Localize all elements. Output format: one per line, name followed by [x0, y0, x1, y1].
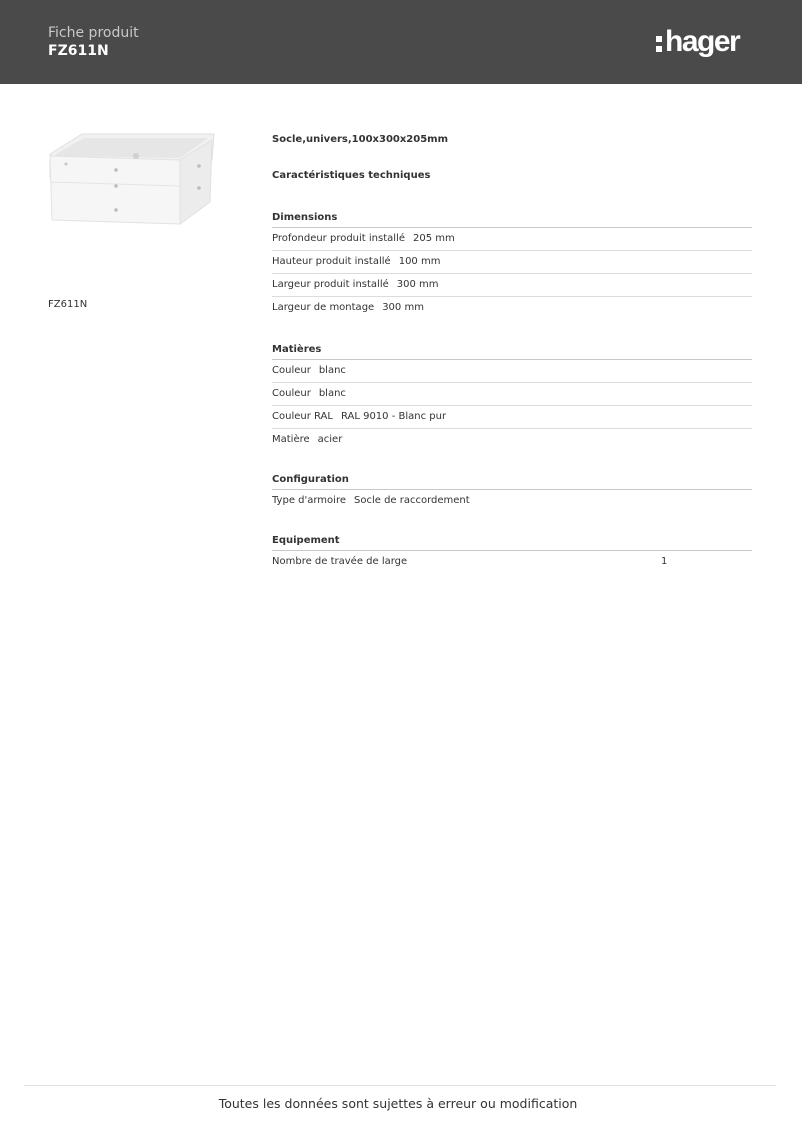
hager-logo — [656, 22, 739, 62]
spec-value: blanc — [318, 365, 346, 376]
spec-label: Matière — [272, 434, 310, 445]
spec-row — [272, 429, 752, 451]
spec-row — [272, 251, 752, 274]
spec-value: 1 — [661, 556, 668, 567]
section-title: Dimensions — [272, 209, 752, 228]
footer-divider — [24, 1085, 776, 1086]
product-name: Socle,univers,100x300x205mm — [272, 134, 449, 145]
section-title: Configuration — [272, 471, 752, 490]
product-image — [46, 126, 216, 230]
spec-value: 300 mm — [396, 279, 439, 290]
spec-row — [272, 383, 752, 406]
section-configuration — [272, 471, 752, 512]
spec-row — [272, 551, 752, 573]
spec-label: Nombre de travée de large — [272, 556, 408, 567]
spec-label: Hauteur produit installé — [272, 256, 391, 267]
spec-label: Largeur produit installé — [272, 279, 389, 290]
spec-label: Couleur — [272, 365, 311, 376]
spec-label: Couleur — [272, 388, 311, 399]
spec-row — [272, 490, 752, 512]
spec-value: RAL 9010 - Blanc pur — [340, 411, 447, 422]
technical-characteristics-title: Caractéristiques techniques — [272, 170, 431, 181]
spec-row — [272, 360, 752, 383]
logo-text: hager — [665, 25, 740, 58]
footer-disclaimer: Toutes les données sont sujettes à erreur ou modification — [218, 1096, 578, 1111]
section-title: Equipement — [272, 532, 752, 551]
spec-value: 100 mm — [398, 256, 441, 267]
logo-dots-icon — [656, 36, 662, 52]
side-reference: FZ611N — [48, 299, 88, 310]
spec-row — [272, 297, 752, 319]
document-type: Fiche produit — [48, 25, 139, 41]
section-equipment — [272, 532, 752, 573]
spec-label: Largeur de montage — [272, 302, 375, 313]
spec-row — [272, 228, 752, 251]
section-materials — [272, 341, 752, 451]
spec-label: Profondeur produit installé — [272, 233, 405, 244]
spec-value: acier — [317, 434, 343, 445]
spec-label: Couleur RAL — [272, 411, 333, 422]
section-title: Matières — [272, 341, 752, 360]
spec-label: Type d'armoire — [272, 495, 346, 506]
spec-value: blanc — [318, 388, 346, 399]
spec-row — [272, 274, 752, 297]
header-reference: FZ611N — [48, 43, 109, 59]
section-dimensions — [272, 209, 752, 319]
spec-value: 205 mm — [412, 233, 455, 244]
header-bar — [0, 0, 802, 84]
spec-value: Socle de raccordement — [354, 495, 470, 506]
spec-row — [272, 406, 752, 429]
spec-value: 300 mm — [382, 302, 424, 313]
